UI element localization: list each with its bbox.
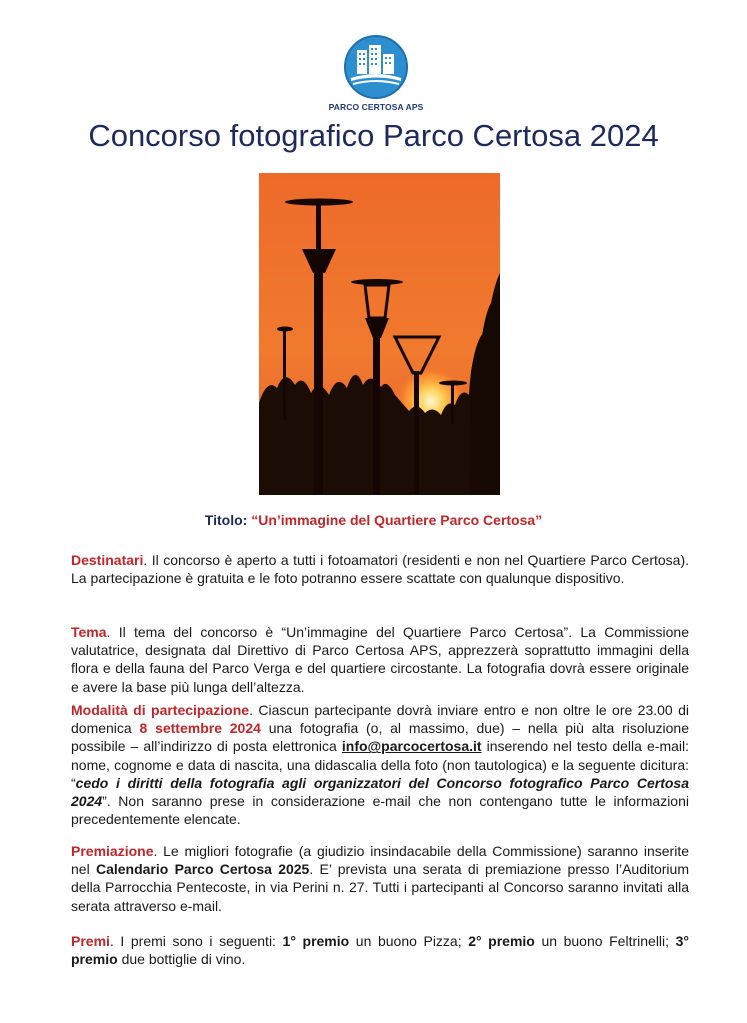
contact-email-link[interactable]: info@parcocertosa.it: [341, 738, 482, 755]
premiazione-text-1: . Le migliori fotografie (a giudizio insindacabile della Commissione) saranno inserite nel: [71, 843, 689, 878]
destinatari-text: . Il concorso è aperto a tutti i fotoamatori (residenti e non nel Quartiere Parco Certosa). La partecipazione è gratuita e le foto potranno essere scattate con qualunque dispositivo.: [71, 552, 689, 587]
contest-title-line: [0, 512, 747, 528]
subtitle-value: “Un’immagine del Quartiere Parco Certosa”: [251, 512, 543, 528]
first-prize-desc: un buono Pizza;: [349, 933, 469, 949]
tema-label: Tema: [71, 624, 107, 640]
parco-certosa-logo: [343, 34, 409, 100]
modalita-text-2: una fotografia (o, al massimo, due) – nella più alta risoluzione possibile – all’indirizzo di posta elettronica: [71, 720, 689, 755]
calendar-name: Calendario Parco Certosa 2025: [95, 861, 310, 878]
tema-text: . Il tema del concorso è “Un’immagine del Quartiere Parco Certosa”. La Commissione valutatrice, designata dal Direttivo di Parco Certosa APS, apprezzerà soprattutto immagini della flora e della fauna del Parco Verga e del quartiere circostante. La fotografia dovrà essere originale e avere la base più lunga dell’altezza.: [71, 624, 689, 695]
page-title: Concorso fotografico Parco Certosa 2024: [88, 118, 659, 153]
sunset-street-lamps-photo: [259, 173, 500, 495]
subtitle-label: Titolo:: [204, 512, 252, 528]
premi-label: Premi: [71, 933, 110, 949]
section-tema: [71, 623, 689, 696]
modalita-text-3: inserendo nel testo della e-mail: nome, cognome e data di nascita, una didascalia della foto (non tautologica) e la seguente dicitura: “: [71, 738, 690, 791]
destinatari-label: Destinatari: [71, 552, 144, 568]
third-prize-label: 3° premio: [71, 933, 690, 968]
section-modalita: [71, 701, 689, 828]
second-prize-desc: un buono Feltrinelli;: [534, 933, 676, 949]
modalita-text-4: ”. Non saranno prese in considerazione e-mail che non contengano tutte le informazioni precedentemente elencate.: [71, 793, 689, 828]
premiazione-label: Premiazione: [71, 843, 154, 859]
first-prize-label: 1° premio: [282, 933, 350, 949]
deadline-date: 8 settembre 2024: [139, 720, 261, 737]
section-premi: [71, 932, 689, 968]
section-destinatari: [71, 551, 689, 587]
modalita-text-1: . Ciascun partecipante dovrà inviare entro e non oltre le ore 23.00 di domenica: [71, 702, 690, 737]
section-premiazione: [71, 842, 689, 915]
premi-text: . I premi sono i seguenti:: [109, 933, 283, 949]
modalita-label: Modalità di partecipazione: [71, 702, 250, 718]
second-prize-label: 2° premio: [468, 933, 535, 949]
third-prize-desc: due bottiglie di vino.: [117, 951, 246, 968]
logo-caption: PARCO CERTOSA APS: [328, 102, 424, 112]
rights-clause: cedo i diritti della fotografia agli organizzatori del Concorso fotografico Parco Certosa 2024: [71, 774, 689, 810]
premiazione-text-2: . E’ prevista una serata di premiazione presso l’Auditorium della Parrocchia Pentecoste, in via Perini n. 27. Tutti i partecipanti al Concorso saranno invitati alla serata attraverso e-mail.: [71, 861, 689, 914]
